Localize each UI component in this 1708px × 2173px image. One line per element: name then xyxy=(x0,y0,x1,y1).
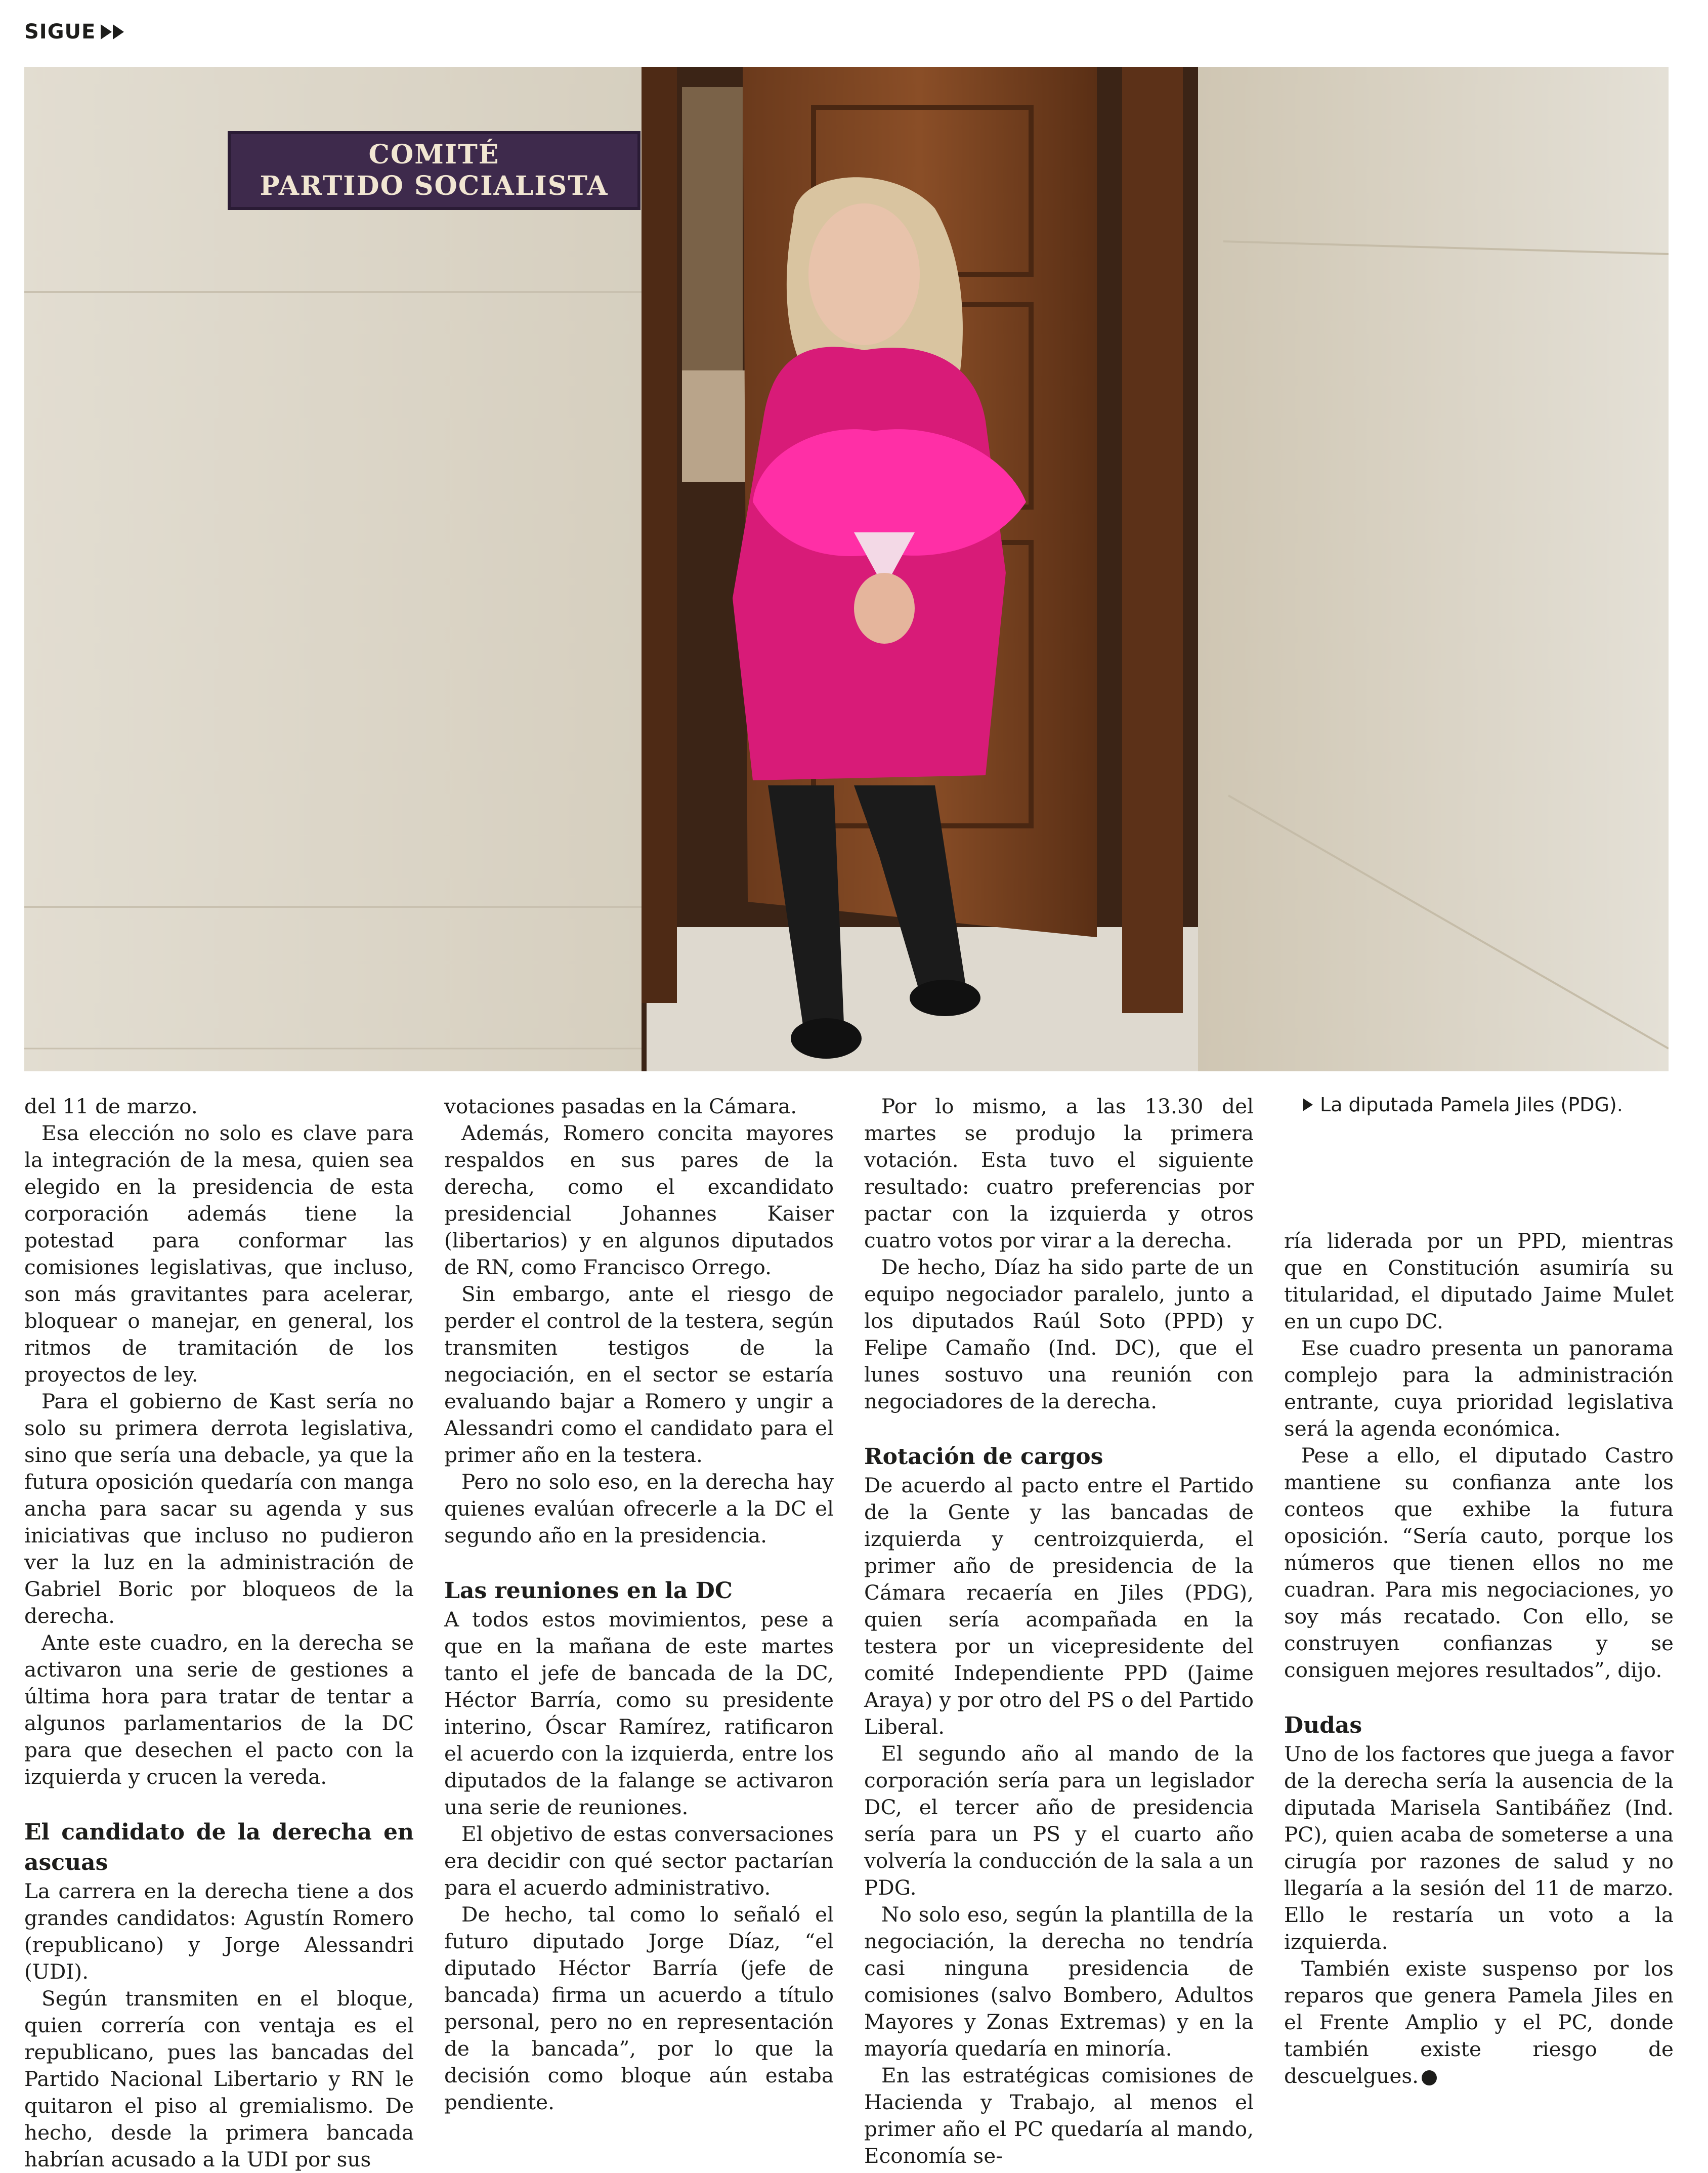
kicker-label: SIGUE xyxy=(24,20,96,44)
paragraph: Uno de los factores que juega a favor de la derecha sería la ausencia de la diputada Marisela Santibáñez (Ind. PC), quien acaba de someterse a una cirugía por razones de salud y no llegaría a la sesión del 11 de marzo. Ello le restaría un voto a la izquierda. xyxy=(1284,1742,1674,1954)
paragraph: De acuerdo al pacto entre el Partido de la Gente y las bancadas de izquierda y centroizquierda, el primer año de presidencia de la Cámara recaería en Jiles (PDG), quien sería acompañada en la testera por un vicepresidente del comité Independiente PPD (Jaime Araya) y por otro del PS o del Partido Liberal. xyxy=(864,1473,1254,1739)
article-column-2 xyxy=(444,1093,834,2116)
paragraph: Pese a ello, el diputado Castro mantiene su confianza ante los conteos que exhibe la futura oposición. “Sería cauto, porque los números que tienen ellos no me cuadran. Para mis negociaciones, yo soy más recatado. Con ello, se construyen confianzas y se consiguen mejores resultados”, dijo. xyxy=(1284,1443,1674,1682)
kicker xyxy=(24,20,124,44)
sign-line-2: PARTIDO SOCIALISTA xyxy=(260,171,609,201)
double-arrow-icon xyxy=(101,24,124,39)
section-heading: El candidato de la derecha en ascuas xyxy=(24,1819,414,1875)
paragraph: De hecho, Díaz ha sido parte de un equipo negociador paralelo, junto a los diputados Raúl Soto (PPD) y Felipe Camaño (Ind. DC), que el lunes sostuvo una reunión con negociadores de la derecha. xyxy=(864,1255,1254,1413)
article-column-1 xyxy=(24,1093,414,2173)
paragraph: La carrera en la derecha tiene a dos grandes candidatos: Agustín Romero (republicano) y Jorge Alessandri (UDI). xyxy=(24,1879,414,1984)
paragraph: Además, Romero concita mayores respaldos en sus pares de la derecha, como el excandidato presidencial Johannes Kaiser (libertarios) y en algunos diputados de RN, como Francisco Orrego. xyxy=(444,1121,834,1279)
article-column-3 xyxy=(864,1093,1254,2169)
paragraph: Para el gobierno de Kast sería no solo su primera derrota legislativa, sino que sería una debacle, ya que la futura oposición quedaría con manga ancha para sacar su agenda y sus iniciativas que incluso no pudieron ver la luz en la administración de Gabriel Boric por bloqueos de la derecha. xyxy=(24,1389,414,1628)
section-heading: Rotación de cargos xyxy=(864,1444,1103,1470)
paragraph: Por lo mismo, a las 13.30 del martes se produjo la primera votación. Esta tuvo el siguiente resultado: cuatro preferencias por pactar con la izquierda y otros cuatro votos por virar a la derecha. xyxy=(864,1094,1254,1252)
paragraph: De hecho, tal como lo señaló el futuro diputado Jorge Díaz, “el diputado Héctor Barría (jefe de bancada) firma un acuerdo a título personal, pero no en representación de la bancada”, por lo que la decisión como bloque aún estaba pendiente. xyxy=(444,1902,834,2114)
closing-paragraph-text: También existe suspenso por los reparos que genera Pamela Jiles en el Frente Amplio y el PC, donde también existe riesgo de descuelgues. xyxy=(1284,1956,1674,2088)
left-wall xyxy=(24,67,642,1071)
paragraph: En las estratégicas comisiones de Hacienda y Trabajo, al menos el primer año el PC quedaría al mando, Economía se- xyxy=(864,2063,1254,2168)
paragraph: No solo eso, según la plantilla de la negociación, la derecha no tendría casi ninguna presidencia de comisiones (salvo Bombero, Adultos Mayores y Zonas Extremas) y en la mayoría quedaría en minoría. xyxy=(864,1902,1254,2061)
caption-arrow-icon xyxy=(1303,1098,1313,1111)
door-frame-right xyxy=(1122,67,1183,1013)
sign-line-1: COMITÉ xyxy=(368,139,500,170)
section-heading: Dudas xyxy=(1284,1712,1362,1738)
article-column-4 xyxy=(1284,1228,1674,2090)
paragraph: Sin embargo, ante el riesgo de perder el control de la testera, según transmiten testigos de la negociación, en el sector se estaría evaluando bajar a Romero y ungir a Alessandri como el candidato para el primer año en la testera. xyxy=(444,1282,834,1467)
photo-illustration xyxy=(24,67,1669,1071)
paragraph: del 11 de marzo. xyxy=(24,1094,198,1118)
paragraph: ría liderada por un PPD, mientras que en Constitución asumiría su titularidad, el diputado Jaime Mulet en un cupo DC. xyxy=(1284,1229,1674,1333)
paragraph: El objetivo de estas conversaciones era decidir con qué sector pactarían para el acuerdo administrativo. xyxy=(444,1822,834,1900)
paragraph: Pero no solo eso, en la derecha hay quienes evalúan ofrecerle a la DC el segundo año en la presidencia. xyxy=(444,1470,834,1548)
paragraph: Esa elección no solo es clave para la integración de la mesa, quien sea elegido en la presidencia de esta corporación además tiene la potestad para conformar las comisiones legislativas, que incluso, son más gravitantes para acelerar, bloquear o manejar, en general, los ritmos de tramitación de los proyectos de ley. xyxy=(24,1121,414,1387)
right-wall xyxy=(1198,67,1669,1071)
photo-caption xyxy=(1303,1092,1623,1117)
sign-text xyxy=(229,133,639,208)
paragraph: votaciones pasadas en la Cámara. xyxy=(444,1094,797,1118)
paragraph: Ese cuadro presenta un panorama complejo para la administración entrante, cuya prioridad legislativa será la agenda económica. xyxy=(1284,1336,1674,1441)
pink-blazer xyxy=(733,347,1006,780)
paragraph: El segundo año al mando de la corporación sería para un legislador DC, el tercer año de presidencia sería para un PS y el cuarto año volvería la conducción de la sala a un PDG. xyxy=(864,1741,1254,1900)
paragraph: Según transmiten en el bloque, quien correría con ventaja es el republicano, pues las bancadas del Partido Nacional Libertario y RN le quitaron el piso al gremialismo. De hecho, desde la primera bancada habrían acusado a la UDI por sus xyxy=(24,1986,414,2171)
main-photo xyxy=(24,67,1669,1071)
paragraph: A todos estos movimientos, pese a que en la mañana de este martes tanto el jefe de bancada de la DC, Héctor Barría, como su presidente interino, Óscar Ramírez, ratificaron el acuerdo con la izquierda, entre los diputados de la falange se activaron una serie de reuniones. xyxy=(444,1607,834,1819)
caption-text: La diputada Pamela Jiles (PDG). xyxy=(1320,1094,1623,1116)
paragraph: Ante este cuadro, en la derecha se activaron una serie de gestiones a última hora para tratar de tentar a algunos parlamentarios de la DC para que desechen el pacto con la izquierda y crucen la vereda. xyxy=(24,1631,414,1789)
hand xyxy=(854,573,915,644)
face xyxy=(808,203,920,345)
paragraph xyxy=(1284,1955,1674,2090)
end-mark-icon xyxy=(1422,2070,1437,2085)
section-heading: Las reuniones en la DC xyxy=(444,1578,733,1604)
